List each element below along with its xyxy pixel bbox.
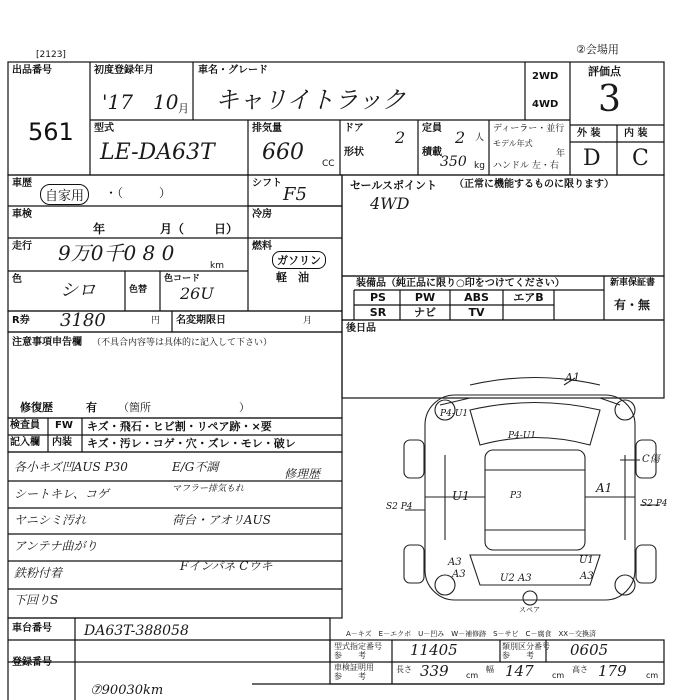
interior-score: C [632,146,649,171]
capacity-label: 定員 [422,123,442,134]
plate-label: 登録番号 [12,657,52,668]
height-cm: cm [646,671,659,680]
remark-left-1: 各小キズ凹AUS P30 [14,460,128,474]
drive-2wd: 2WD [532,71,559,82]
drive-4wd: 4WD [532,99,559,110]
recycle-value: 3180 [60,310,106,331]
history-value: 自家用 [40,184,89,205]
fw-items: キズ・飛石・ヒビ割・リペア跡・×要 [87,420,272,433]
repair-value: 有 [86,401,97,414]
size-label: 車検証明用 [334,663,374,672]
selling-points-label: セールスポイント [350,179,438,192]
remark-right-3: 修理歴 [284,467,321,481]
mileage-unit: km [210,261,224,271]
diagram-mark-s2-left: S2 P4 [386,502,413,512]
shift-label: シフト [252,178,282,189]
lot-number: 561 [28,118,74,146]
history-label: 車歴 [12,178,32,189]
diagram-mark-p4u1-left: P4-U1 [440,409,469,419]
remark-right-4: 荷台・アオリAUS [172,513,271,527]
inspection-day: 日） [214,222,239,236]
cooling-label: 冷房 [252,209,272,220]
equipment-label: 装備品（純正品に限り○印をつけてください） [356,278,565,289]
equipment-pw: PW [414,291,436,304]
diagram-mark-p3: P3 [510,491,522,501]
doors-label: ドア [344,123,364,134]
model-year-unit: 年 [556,149,566,159]
inspector-label2: 記入欄 [10,437,40,448]
diagram-mark-a3-left2: A3 [448,557,462,568]
diagram-spare: スペア [519,606,540,614]
model-label: 型式 [94,123,114,134]
diagram-mark-s2-right: S2 P4 [641,499,668,509]
class-label1: 類別区分番号 [502,642,550,651]
inspector-label: 検査員 [10,420,40,431]
remark-left-6: 下回りS [14,593,59,607]
displacement-unit: CC [322,159,335,169]
color-label: 色 [12,274,22,285]
inspection-month: 月（ [160,222,185,236]
inspection-label: 車検 [12,209,32,220]
registration-year: '17 [102,90,133,114]
mileage-label: 走行 [12,241,32,252]
repaint-label: 色替 [129,285,148,295]
color-code-value: 26U [180,284,214,303]
color-value: シロ [60,280,96,301]
color-code-label: 色コード [164,274,201,284]
model-year-label: モデル年式 [493,139,533,148]
remark-right-2: マフラー排気もれ [172,484,245,494]
remark-left-3: ヤニシミ汚れ [14,513,87,527]
warranty-value: 有・無 [614,298,651,312]
type-value: 11405 [410,641,458,659]
length-value: 339 [420,662,449,680]
fw-label: FW [55,420,73,431]
fuel-diesel: 軽 油 [276,271,309,284]
deadline-label: 名変期限日 [176,315,226,326]
diagram-mark-a1-right: A1 [596,481,613,495]
equipment-ps: PS [370,291,386,304]
equipment-navi: ナビ [414,306,436,319]
width-value: 147 [505,662,534,680]
footer-note: ⑦90030km [90,683,164,698]
interior-label: 内 装 [624,128,648,139]
equipment-tv: TV [468,306,485,319]
shift-value: F5 [283,184,307,205]
dealer-label: ディーラー・並行 [493,124,565,134]
equipment-airbag: エアB [513,291,544,304]
registration-month: 10 [153,90,179,114]
warranty-label: 新車保証書 [610,278,656,288]
in-items: キズ・汚レ・コゲ・穴・ズレ・モレ・破レ [87,437,296,450]
mileage-value: 9万0千0 8 0 [58,241,175,265]
capacity-value: 2 [455,128,466,147]
height-value: 179 [598,662,627,680]
notes-sub: （不具合内容等は具体的に記入して下さい） [92,338,273,348]
displacement-label: 排気量 [252,123,282,134]
remark-left-5: 鉄粉付着 [14,566,63,580]
remark-left-4: アンテナ曲がり [14,539,98,553]
diagram-mark-p4u1-roof: P4-U1 [508,431,537,441]
equipment-sr: SR [369,306,387,319]
diagram-mark-u1-right: U1 [579,555,594,566]
selling-points-value: 4WD [370,194,410,213]
score-value: 3 [598,79,621,120]
doors-value: 2 [395,128,406,147]
car-name-value: キャリイトラック [215,86,406,114]
notes-label: 注意事項申告欄 [12,337,82,348]
width-label: 幅 [486,665,494,674]
equipment-abs: ABS [464,291,489,304]
repair-label: 修復歴 [20,401,53,414]
repair-part: （箇所 ） [118,401,250,414]
size-label2: 参 考 [334,672,366,681]
fuel-label: 燃料 [252,241,272,252]
score-label: 評価点 [588,65,621,78]
exterior-score: D [583,146,601,171]
chassis-label: 車台番号 [12,623,52,634]
type-label2: 参 考 [334,651,366,660]
remark-right-5: Fインパネ Cウキ [180,559,273,573]
model-value: LE-DA63T [100,140,215,165]
width-cm: cm [552,671,565,680]
capacity-unit: 人 [475,133,485,143]
load-unit: kg [474,161,485,171]
damage-legend: A－キズ E－エクボ U－凹み W－補修跡 S－サビ C－腐食 XX－交換済 [346,630,597,638]
type-label1: 型式指定番号 [334,642,382,651]
shape-label: 形状 [344,147,364,158]
exterior-label: 外 装 [577,128,601,139]
lot-label: 出品番号 [12,65,52,76]
diagram-mark-a3-left: A3 [452,569,466,580]
handle-label: ハンドル 左・右 [493,161,559,171]
fuel-gasoline: ガソリン [272,251,326,269]
remark-right-1: E/G不調 [172,460,219,474]
sheet-code: [2123] [36,50,66,60]
remark-left-2: シートキレ、コゲ [14,487,109,501]
height-label: 高さ [572,665,588,674]
rear-items-label: 後日品 [346,323,376,334]
load-value: 350 [440,154,467,170]
deadline-month: 月 [303,316,313,326]
class-label2: 参 考 [502,651,534,660]
selling-points-note: （正常に機能するものに限ります） [454,179,614,190]
inspection-year: 年 [93,222,106,236]
length-label: 長さ [396,665,412,674]
diagram-mark-a1-top: A1 [565,371,580,384]
registration-label: 初度登録年月 [94,65,154,76]
registration-month-unit: 月 [178,102,189,115]
history-sep: ・（ ） [105,186,172,200]
diagram-mark-u1-left: U1 [452,489,470,503]
length-cm: cm [466,671,479,680]
recycle-label: R券 [12,315,30,326]
chassis-value: DA63T-388058 [84,623,189,639]
displacement-value: 660 [262,140,304,165]
in-label: 内装 [52,437,72,448]
diagram-mark-u2a3: U2 A3 [500,573,532,584]
recycle-unit: 円 [151,316,161,326]
diagram-mark-c: C傷 [642,454,660,465]
class-value: 0605 [570,641,609,659]
diagram-mark-a3-right: A3 [580,571,594,582]
corner-text: ②会場用 [576,43,619,56]
load-label: 積載 [422,147,442,158]
car-name-label: 車名・グレード [198,65,268,76]
